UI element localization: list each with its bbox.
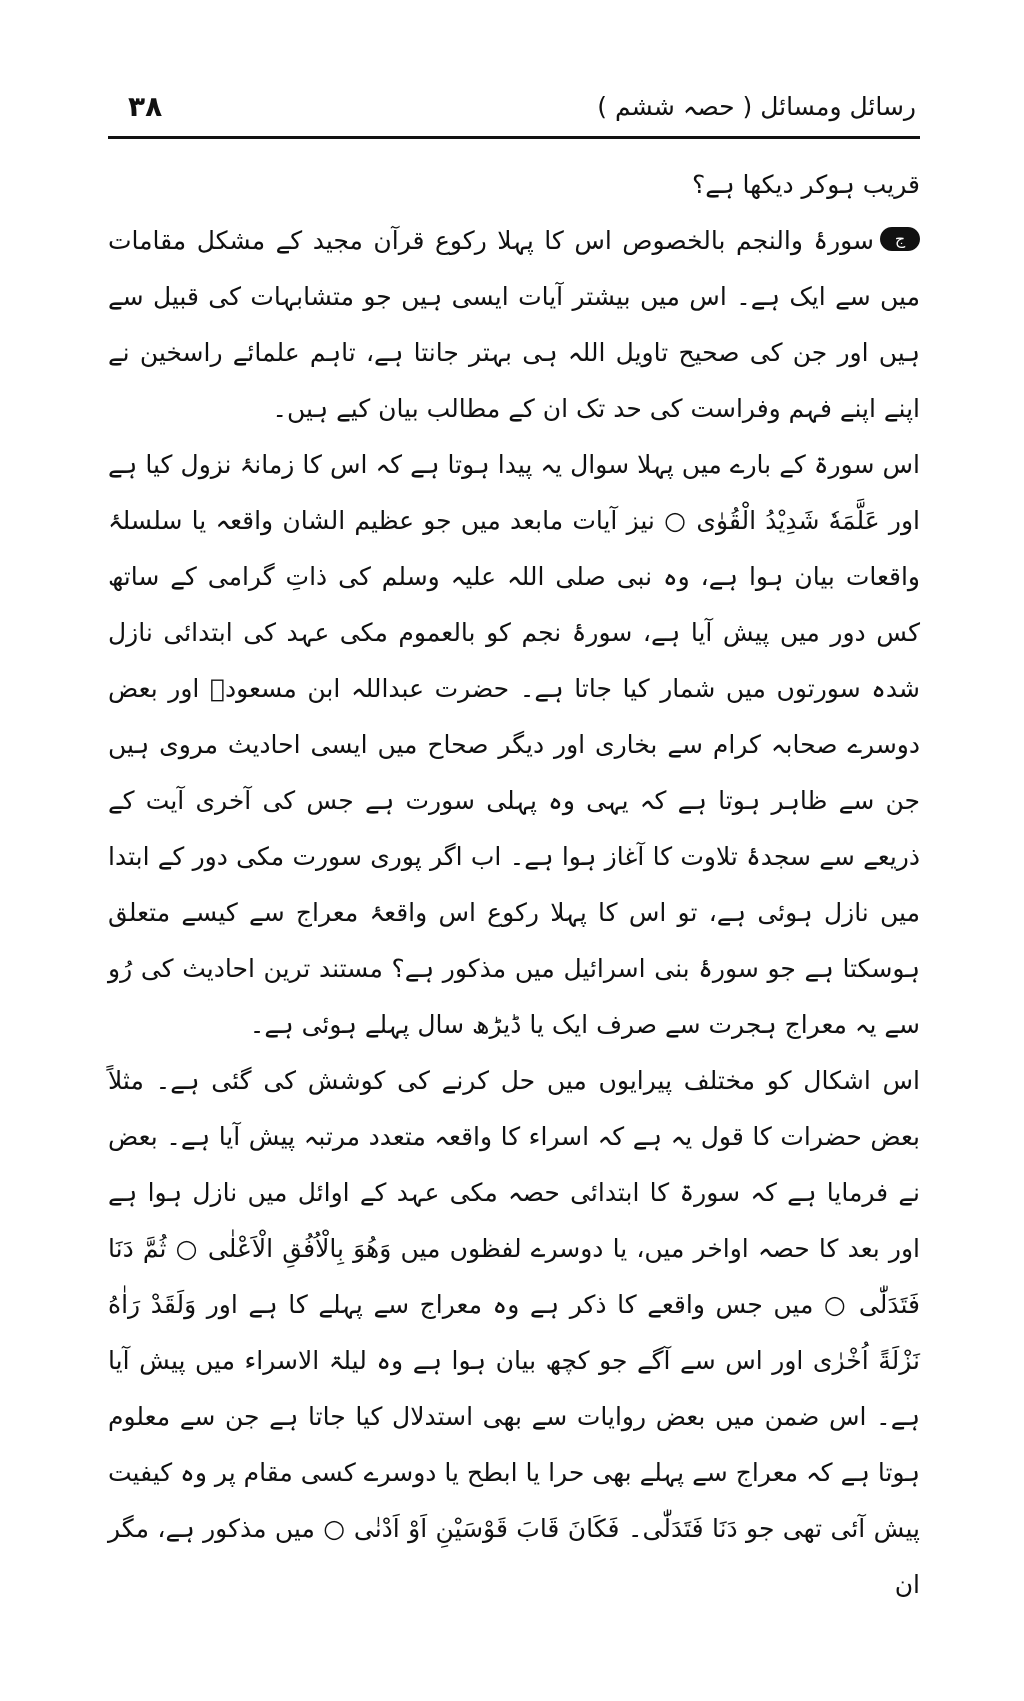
question-tail: قریب ہوکر دیکھا ہے؟ xyxy=(692,170,920,199)
paragraph: اس سورۃ کے بارے میں پہلا سوال یہ پیدا ہوتا ہے کہ اس کا زمانۂ نزول کیا ہے اور عَلَّمَهٗ شَدِيْدُ الْقُوٰى ○ نیز آیات مابعد میں جو عظیم الشان واقعہ یا سلسلۂ واقعات بیان ہوا ہے، وہ نبی صلی اللہ علیہ وسلم کی ذاتِ گرامی کے ساتھ کس دور میں پیش آیا ہے، سورۂ نجم کو بالعموم مکی عہد کی ابتدائی نازل شدہ سورتوں میں شمار کیا جاتا ہے۔ حضرت عبداللہ ابن مسعودؓ اور بعض دوسرے صحابہ کرام سے بخاری اور دیگر صحاح میں ایسی احادیث مروی ہیں جن سے ظاہر ہوتا ہے کہ یہی وہ پہلی سورت ہے جس کی آخری آیت کے ذریعے سے سجدۂ تلاوت کا آغاز ہوا ہے۔ اب اگر پوری سورت مکی دور کے ابتدا میں نازل ہوئی ہے، تو اس کا پہلا رکوع اس واقعۂ معراج سے کیسے متعلق ہوسکتا ہے جو سورۂ بنی اسرائیل میں مذکور ہے؟ مستند ترین احادیث کی رُو سے یہ معراج ہجرت سے صرف ایک یا ڈیڑھ سال پہلے ہوئی ہے۔ xyxy=(108,450,920,1039)
running-title: رسائل ومسائل ( حصہ ششم ) xyxy=(597,92,916,121)
document-page xyxy=(108,80,920,1620)
page-number: ۳۸ xyxy=(128,90,163,123)
answer-marker-badge: ج xyxy=(880,227,920,251)
page-header xyxy=(108,80,920,139)
paragraph: اس اشکال کو مختلف پیرایوں میں حل کرنے کی کوشش کی گئی ہے۔ مثلاً بعض حضرات کا قول یہ ہے کہ اسراء کا واقعہ متعدد مرتبہ پیش آیا ہے۔ بعض نے فرمایا ہے کہ سورۃ کا ابتدائی حصہ مکی عہد کے اوائل میں نازل ہوا ہے اور بعد کا حصہ اواخر میں، یا دوسرے لفظوں میں وَهُوَ بِالْاُفُقِ الْاَعْلٰى ○ ثُمَّ دَنَا فَتَدَلّٰى ○ میں جس واقعے کا ذکر ہے وہ معراج سے پہلے کا ہے اور وَلَقَدْ رَاٰهُ نَزْلَةً اُخْرٰى اور اس سے آگے جو کچھ بیان ہوا ہے وہ لیلۃ الاسراء میں پیش آیا ہے۔ اس ضمن میں بعض روایات سے بھی استدلال کیا جاتا ہے جن سے معلوم ہوتا ہے کہ معراج سے پہلے بھی حرا یا ابطح یا دوسرے کسی مقام پر وہ کیفیت پیش آئی تھی جو دَنَا فَتَدَلّٰى۔ فَكَانَ قَابَ قَوْسَيْنِ اَوْ اَدْنٰى ○ میں مذکور ہے، مگر ان xyxy=(108,1066,920,1599)
body-text xyxy=(108,157,920,1613)
answer-text: سورۂ والنجم بالخصوص اس کا پہلا رکوع قرآن مجید کے مشکل مقامات میں سے ایک ہے۔ اس میں بیشتر آیات ایسی ہیں جو متشابہات کی قبیل سے ہیں اور جن کی صحیح تاویل اللہ ہی بہتر جانتا ہے، تاہم علمائے راسخین نے اپنے اپنے فہم وفراست کی حد تک ان کے مطالب بیان کیے ہیں۔ xyxy=(108,226,920,423)
answer-paragraph xyxy=(108,213,920,437)
